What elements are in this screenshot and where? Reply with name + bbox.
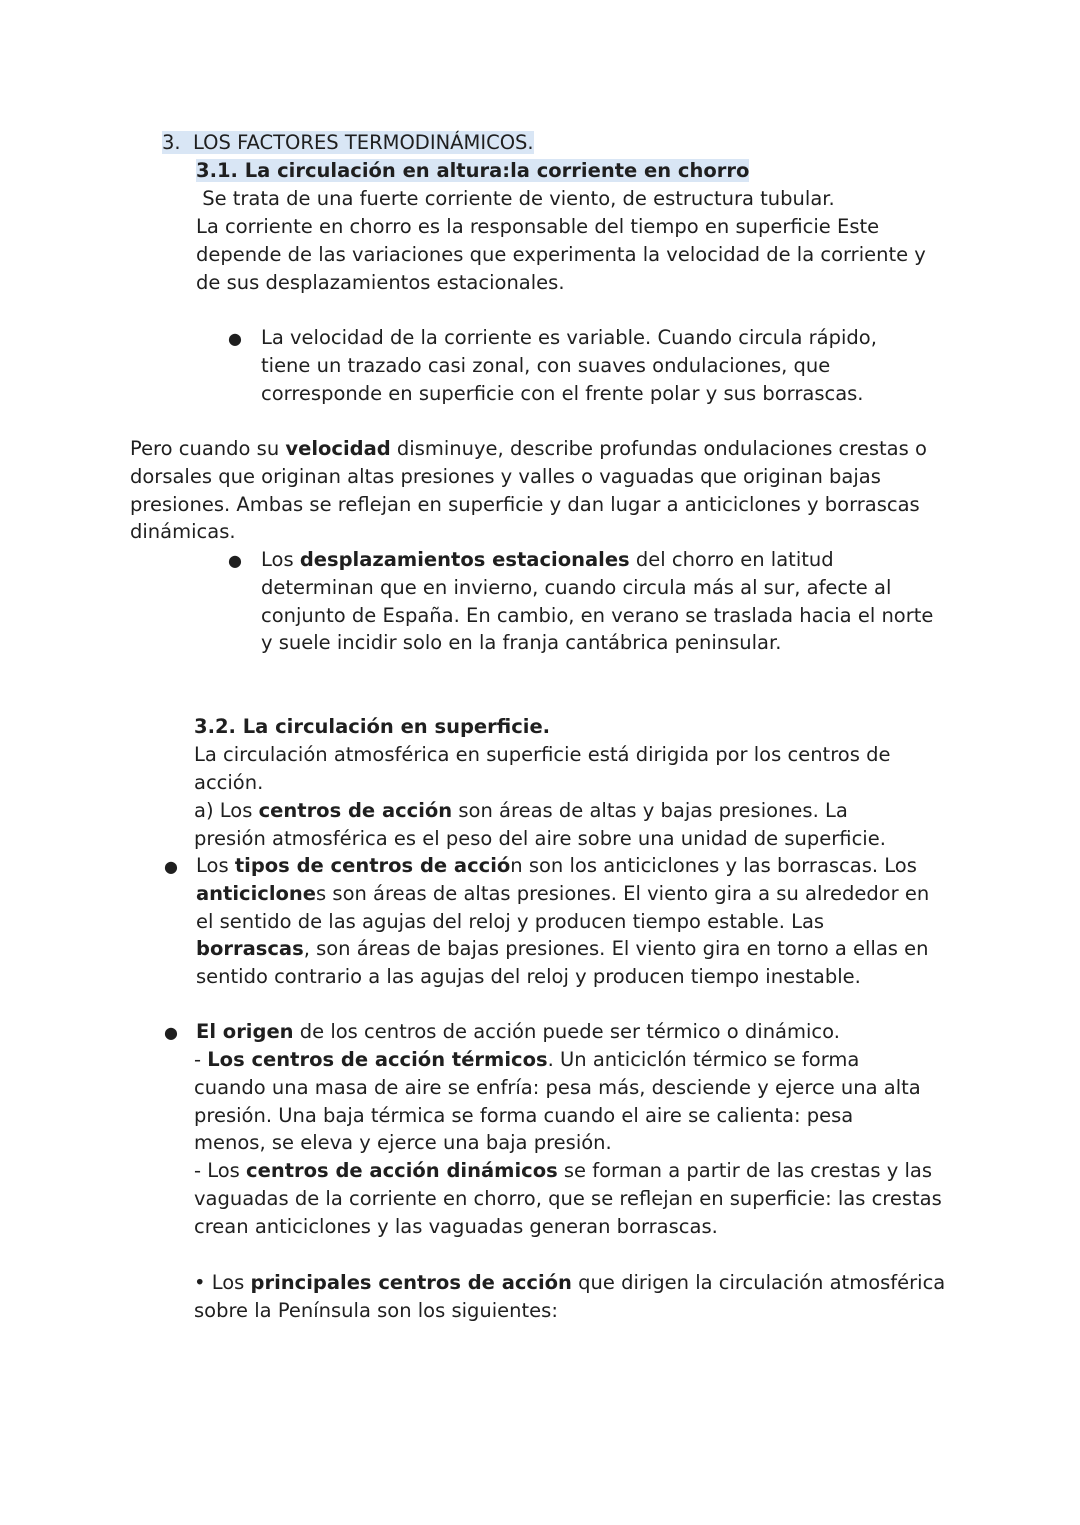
bullet-tipos-centros: Los tipos de centros de acción son los anticiclones y las borrascas. Los anticiclones son áreas de altas presiones. El viento gira a su alrededor en el sentido de las agujas del reloj y producen tiempo estable. Las borrascas, son áreas de bajas presiones. El viento gira en torno a ellas en sentido contrario a las agujas del reloj y producen tiempo inestable. (196, 854, 930, 989)
bullet-origen: El origen de los centros de acción puede ser térmico o dinámico. (196, 1020, 840, 1043)
paragraph-tubular: Se trata de una fuerte corriente de viento, de estructura tubular. (196, 187, 835, 210)
paragraph-responsable: La corriente en chorro es la responsable del tiempo en superficie Este depende de las variaciones que experimenta la velocidad de la corriente y de sus desplazamientos estacionales. (196, 215, 926, 294)
paragraph-intro-3-2: La circulación atmosférica en superficie está dirigida por los centros de acción. (194, 743, 891, 794)
heading-title: LOS FACTORES TERMODINÁMICOS. (193, 131, 534, 154)
bullet-marker: ● (164, 1023, 178, 1042)
subsection-title-3-2: 3.2. La circulación en superficie. (194, 715, 551, 738)
paragraph-dinamicos: - Los centros de acción dinámicos se forman a partir de las crestas y las vaguadas de la corriente en chorro, que se reflejan en superficie: las crestas crean anticiclones y las vaguadas generan borrascas. (194, 1159, 942, 1238)
subsection-title-3-1: 3.1. La circulación en altura:la corriente en chorro (196, 159, 750, 182)
paragraph-centros-accion: a) Los centros de acción son áreas de altas y bajas presiones. La presión atmosférica es el peso del aire sobre una unidad de superficie. (194, 799, 886, 850)
section-heading (162, 129, 922, 157)
bullet-desplazamientos: Los desplazamientos estacionales del chorro en latitud determinan que en invierno, cuando circula más al sur, afecte al conjunto de España. En cambio, en verano se traslada hacia el norte y suele incidir solo en la franja cantábrica peninsular. (261, 548, 934, 655)
paragraph-termicos: - Los centros de acción térmicos. Un anticiclón térmico se forma cuando una masa de aire se enfría: pesa más, desciende y ejerce una alta presión. Una baja térmica se forma cuando el aire se calienta: pesa menos, se eleva y ejerce una baja presión. (194, 1048, 921, 1155)
bullet-marker: ● (228, 329, 242, 348)
bullet-marker: ● (164, 857, 178, 876)
bullet-marker: ● (228, 551, 242, 570)
bullet-velocidad: La velocidad de la corriente es variable. Cuando circula rápido, tiene un trazado casi zonal, con suaves ondulaciones, que corresponde en superficie con el frente polar y sus borrascas. (261, 326, 877, 405)
heading-number: 3. (162, 131, 181, 154)
paragraph-principales: • Los principales centros de acción que dirigen la circulación atmosférica sobre la Península son los siguientes: (194, 1271, 946, 1322)
paragraph-velocidad: Pero cuando su velocidad disminuye, describe profundas ondulaciones crestas o dorsales que originan altas presiones y valles o vaguadas que originan bajas presiones. Ambas se reflejan en superficie y dan lugar a anticiclones y borrascas dinámicas. (130, 437, 927, 544)
